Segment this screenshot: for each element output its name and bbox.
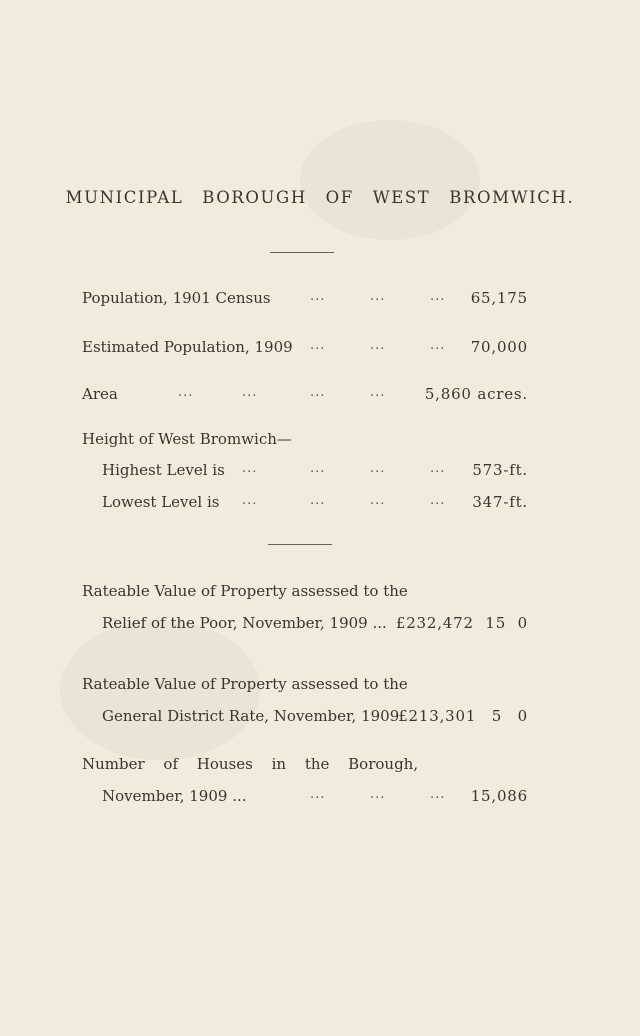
rateable-poor-line1	[82, 582, 528, 604]
row-value: 347-ft.	[472, 493, 528, 511]
row-label: Rateable Value of Property assessed to the	[82, 675, 408, 693]
row-label: Rateable Value of Property assessed to the	[82, 582, 408, 600]
leader-dots: ...	[370, 461, 386, 476]
leader-dots: ...	[310, 461, 326, 476]
paper-stain	[300, 120, 480, 240]
area-row	[82, 385, 528, 407]
estimated-population-row	[82, 338, 528, 360]
row-value: £232,472 15 0	[395, 614, 528, 632]
section-heading: Height of West Bromwich—	[82, 430, 292, 448]
leader-dots: ...	[242, 461, 258, 476]
row-value: 70,000	[470, 338, 528, 356]
leader-dots: ...	[310, 289, 326, 304]
divider	[268, 544, 332, 545]
row-value: 65,175	[470, 289, 528, 307]
leader-dots: ...	[430, 461, 446, 476]
row-label: Highest Level is	[102, 461, 225, 479]
height-heading-row	[82, 430, 528, 452]
row-label: Estimated Population, 1909	[82, 338, 293, 356]
houses-line1	[82, 755, 528, 777]
row-label: November, 1909 ...	[102, 787, 247, 805]
leader-dots: ...	[242, 493, 258, 508]
leader-dots: ...	[178, 385, 194, 400]
leader-dots: ...	[430, 787, 446, 802]
population-row	[82, 289, 528, 311]
leader-dots: ...	[310, 787, 326, 802]
row-label: General District Rate, November, 1909	[102, 707, 400, 725]
leader-dots: ...	[310, 385, 326, 400]
lowest-level-row	[82, 493, 528, 515]
rateable-district-line1	[82, 675, 528, 697]
leader-dots: ...	[430, 289, 446, 304]
rateable-poor-line2	[82, 614, 528, 636]
row-label: Area	[82, 385, 118, 403]
leader-dots: ...	[242, 385, 258, 400]
highest-level-row	[82, 461, 528, 483]
leader-dots: ...	[370, 385, 386, 400]
row-label: Relief of the Poor, November, 1909 ...	[102, 614, 387, 632]
row-label: Number of Houses in the Borough,	[82, 755, 419, 773]
leader-dots: ...	[430, 338, 446, 353]
leader-dots: ...	[310, 493, 326, 508]
row-label: Population, 1901 Census	[82, 289, 271, 307]
divider	[270, 252, 334, 253]
rateable-district-line2	[82, 707, 528, 729]
row-value: £213,301 5 0	[398, 707, 528, 725]
leader-dots: ...	[310, 338, 326, 353]
document-title: MUNICIPAL BOROUGH OF WEST BROMWICH.	[65, 188, 575, 207]
leader-dots: ...	[370, 493, 386, 508]
row-label: Lowest Level is	[102, 493, 220, 511]
row-value: 15,086	[470, 787, 528, 805]
leader-dots: ...	[370, 289, 386, 304]
leader-dots: ...	[370, 338, 386, 353]
row-value: 573-ft.	[472, 461, 528, 479]
leader-dots: ...	[430, 493, 446, 508]
houses-line2	[82, 787, 528, 809]
row-value: 5,860 acres.	[424, 385, 528, 403]
leader-dots: ...	[370, 787, 386, 802]
